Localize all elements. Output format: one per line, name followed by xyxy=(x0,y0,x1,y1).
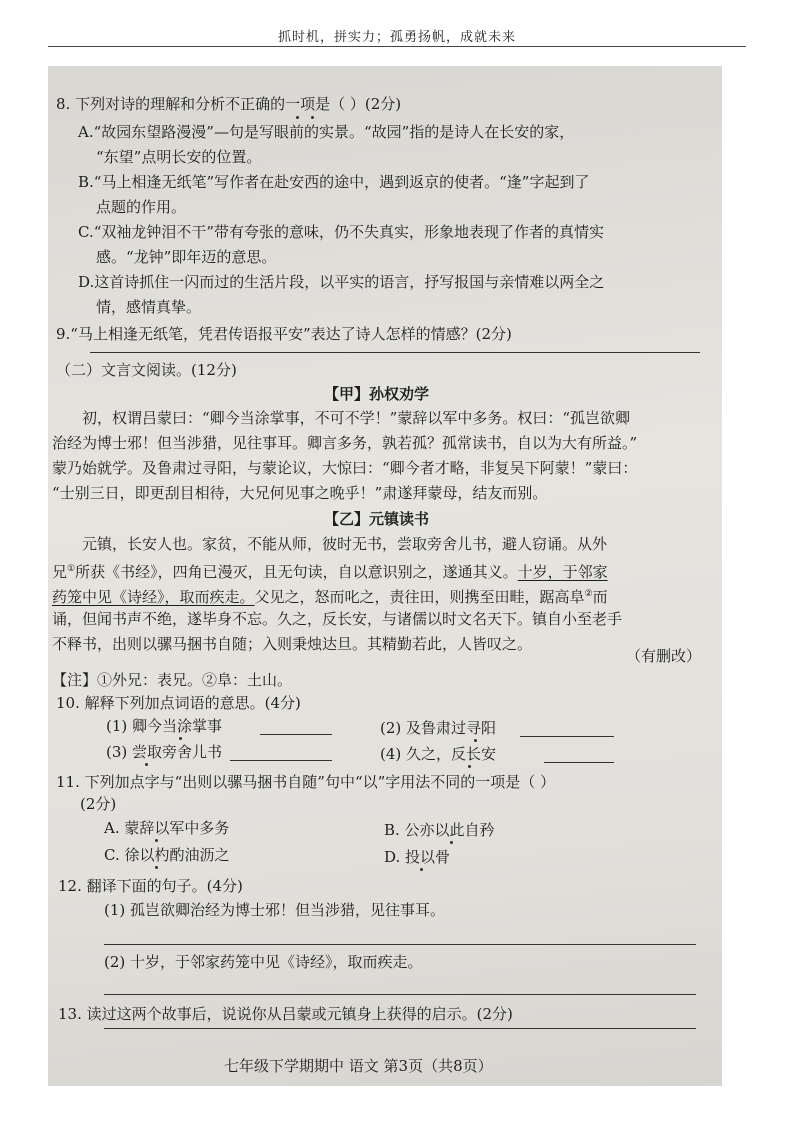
emphasis-dot xyxy=(179,737,182,740)
emphasis-dot xyxy=(155,866,158,869)
emphasis-dot xyxy=(145,763,148,766)
passage-a-title: 【甲】孙权劝学 xyxy=(324,385,430,403)
underlined-sentence: 十岁，于邻家 xyxy=(517,563,608,581)
q11-stem: 11. 下列加点字与“出则以骡马捆书自随”句中“以”字用法不同的一项是（ ） xyxy=(56,773,556,791)
footnote-marker: ② xyxy=(584,589,593,599)
text-fragment: 所获《书经》，四角已漫灭，且无句读，自以意识别之，遂通其义。 xyxy=(75,563,518,581)
emphasis-dot xyxy=(468,765,471,768)
q9-answer-line xyxy=(90,352,700,353)
section-heading: （二）文言文阅读。(12分) xyxy=(56,361,237,379)
q10-blank-3 xyxy=(230,760,332,761)
q8-option-d-line1: D.这首诗抓住一闪而过的生活片段，以平实的语言，抒写报国与亲情难以两全之 xyxy=(78,273,605,291)
emphasis-dot xyxy=(450,841,453,844)
q11-option-d: D. 投以骨 xyxy=(384,848,451,866)
page-footer: 七年级下学期期中 语文 第3页（共8页） xyxy=(224,1057,493,1075)
q12-answer-line-2 xyxy=(104,994,696,995)
text-fragment: 而 xyxy=(592,588,608,606)
q10-blank-1 xyxy=(260,734,332,735)
q13-answer-line xyxy=(104,1028,696,1029)
passage-a-line: 蒙乃始就学。及鲁肃过寻阳，与蒙论议，大惊曰：“卿今者才略，非复吴下阿蒙！”蒙曰： xyxy=(52,459,638,477)
q8-option-a-line1: A.“故园东望路漫漫”—句是写眼前的实景。“故园”指的是诗人在长安的家， xyxy=(78,123,575,141)
q12-sentence-2: (2) 十岁，于邻家药笼中见《诗经》，取而疾走。 xyxy=(104,953,423,971)
header-divider xyxy=(48,46,746,47)
emphasis-dot xyxy=(474,739,477,742)
q9-stem: 9.“马上相逢无纸笔，凭君传语报平安”表达了诗人怎样的情感？(2分) xyxy=(56,325,512,343)
emphasis-dot xyxy=(296,116,299,119)
passage-b-line xyxy=(52,559,608,582)
passage-b-title: 【乙】元镇读书 xyxy=(324,510,430,528)
q11-option-a: A. 蒙辞以军中多务 xyxy=(104,819,230,837)
emphasis-dot xyxy=(420,868,423,871)
header-slogan: 抓时机，拼实力；孤勇扬帆，成就未来 xyxy=(277,30,516,45)
passage-b-line: 不释书，出则以骡马捆书自随；入则秉烛达旦。其精勤若此，人皆叹之。 xyxy=(52,635,533,653)
q10-item-1: (1) 卿今当涂掌事 xyxy=(106,717,223,735)
footnote-marker: ① xyxy=(67,564,76,574)
q8-option-b-line1: B.“马上相逢无纸笔”写作者在赴安西的途中，遇到返京的使者。“逢”字起到了 xyxy=(78,173,590,191)
passage-a-line: “士别三日，即更刮目相待，大兄何见事之晚乎！”肃遂拜蒙母，结友而别。 xyxy=(52,484,548,502)
q10-stem: 10. 解释下列加点词语的意思。(4分) xyxy=(56,694,301,712)
q10-item-3: (3) 尝取旁舍儿书 xyxy=(106,743,223,761)
passage-a-line: 治经为博士邪！但当涉猎，见往事耳。卿言多务，孰若孤？孤常读书，自以为大有所益。” xyxy=(52,434,638,452)
passage-source-note: （有删改） xyxy=(626,647,702,665)
passage-b-line xyxy=(52,584,608,607)
q8-option-d-line2: 情，感情真挚。 xyxy=(96,298,202,316)
q10-blank-2 xyxy=(520,736,614,737)
q10-item-2: (2) 及鲁肃过寻阳 xyxy=(380,719,497,737)
q8-option-c-line2: 感。“龙钟”即年迈的意思。 xyxy=(96,248,277,266)
passage-a-line: 初，权谓吕蒙曰：“卿今当涂掌事，不可不学！”蒙辞以军中多务。权曰：“孤岂欲卿 xyxy=(82,409,631,427)
passage-b-line: 诵，但闻书声不绝，遂毕身不忘。久之，反长安，与诸儒以时文名天下。镇自小至老手 xyxy=(52,610,623,628)
q8-option-a-line2: “东望”点明长安的位置。 xyxy=(96,148,262,166)
q8-option-c-line1: C.“双袖龙钟泪不干”带有夸张的意味，仍不失真实，形象地表现了作者的真情实 xyxy=(78,223,605,241)
q12-stem: 12. 翻译下面的句子。(4分) xyxy=(58,877,243,895)
q10-blank-4 xyxy=(544,762,614,763)
underlined-sentence: 药笼中见《诗经》，取而疾走。 xyxy=(52,588,255,606)
q11-option-b: B. 公亦以此自矜 xyxy=(384,821,495,839)
q12-answer-line-1 xyxy=(104,944,696,945)
passage-b-line: 元镇，长安人也。家贫，不能从师，彼时无书，尝取旁舍儿书，避人窃诵。从外 xyxy=(82,535,608,553)
q11-option-c: C. 徐以杓酌油沥之 xyxy=(104,846,230,864)
emphasis-dot xyxy=(155,839,158,842)
text-fragment: 父见之，怒而叱之，责往田，则携至田畦，踞高阜 xyxy=(254,588,585,606)
q13-stem: 13. 读过这两个故事后，说说你从吕蒙或元镇身上获得的启示。(2分) xyxy=(58,1005,513,1023)
emphasis-dot xyxy=(311,116,314,119)
annotation-note: 【注】①外兄：表兄。②阜：土山。 xyxy=(52,671,293,689)
q8-option-b-line2: 点题的作用。 xyxy=(96,198,187,216)
q12-sentence-1: (1) 孤岂欲卿治经为博士邪！但当涉猎，见往事耳。 xyxy=(104,901,446,919)
q11-score: (2分) xyxy=(80,795,117,813)
text-fragment: 兄 xyxy=(52,563,68,581)
q8-stem: 8. 下列对诗的理解和分析不正确的一项是（ ）(2分) xyxy=(56,95,402,113)
q10-item-4: (4) 久之，反长安 xyxy=(380,745,497,763)
exam-paper-photo xyxy=(48,66,722,1086)
